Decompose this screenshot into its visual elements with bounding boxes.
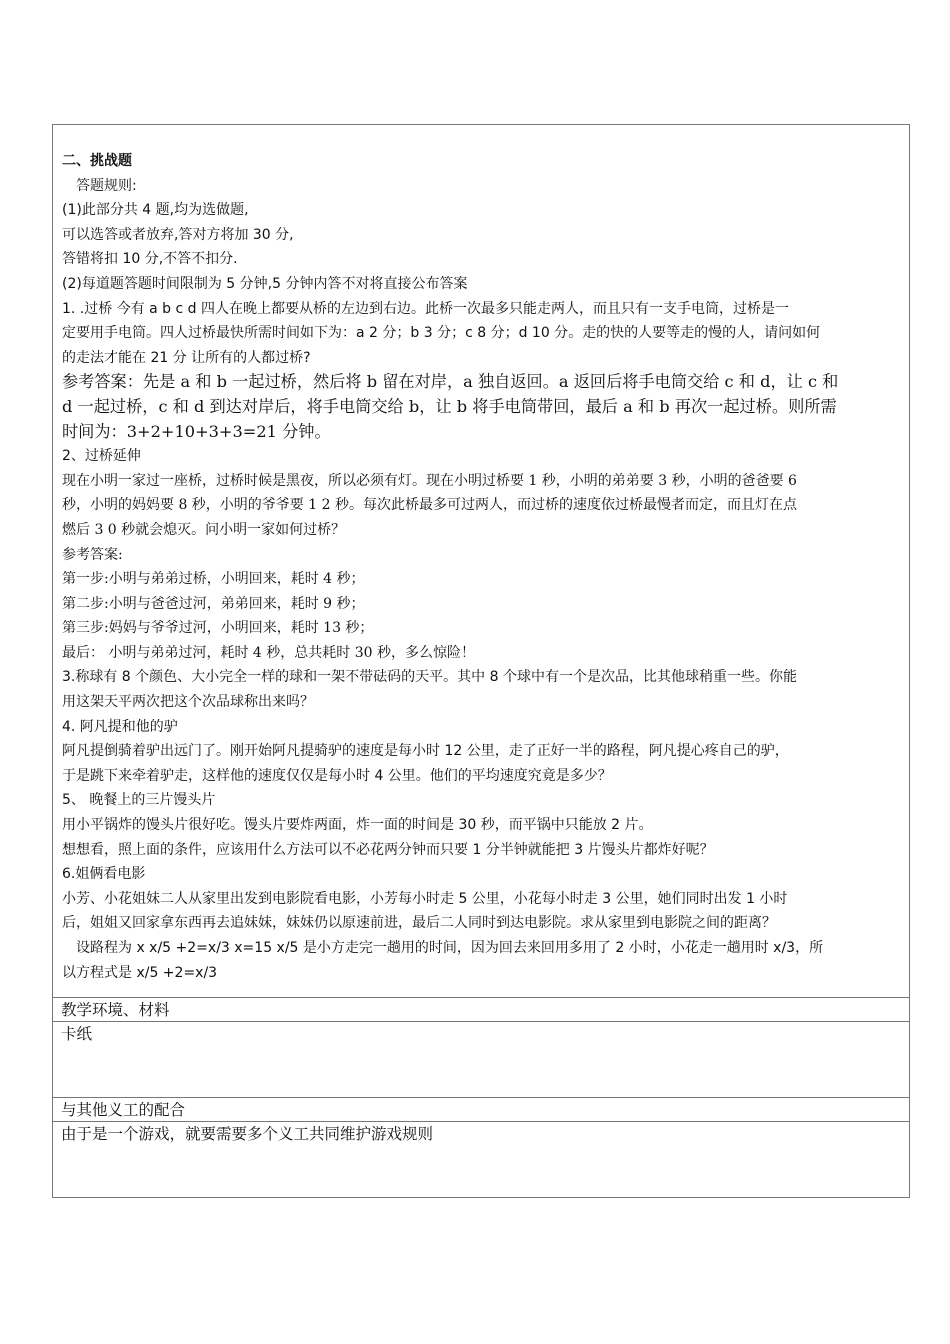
answer-1-line: 时间为：3+2+10+3+3=21 分钟。: [62, 421, 331, 441]
answer-2-heading: 参考答案:: [62, 546, 123, 563]
question-2-line: 燃后 3 0 秒就会熄灭。问小明一家如何过桥？: [62, 521, 346, 538]
answer-2-step: 第二步:小明与爸爸过河，弟弟回来，耗时 9 秒；: [62, 595, 365, 612]
rules-heading: 答题规则:: [76, 177, 137, 194]
answer-1-line: d 一起过桥，c 和 d 到达对岸后，将手电筒交给 b，让 b 将手电筒带回，最后 a 和 b 再次一起过桥。则所需: [62, 396, 837, 416]
environment-heading: 教学环境、材料: [61, 1001, 170, 1019]
rule-line: 可以选答或者放弃,答对方将加 30 分,: [62, 226, 294, 243]
answer-2-step: 第一步:小明与弟弟过桥，小明回来，耗时 4 秒；: [62, 571, 365, 588]
question-4-line: 阿凡提倒骑着驴出远门了。刚开始阿凡提骑驴的速度是每小时 12 公里，走了正好一半的路程，阿凡提心疼自己的驴，: [62, 743, 789, 760]
question-1-line: 定要用手电筒。四人过桥最快所需时间如下为：a 2 分；b 3 分；c 8 分；d 10 分。走的快的人要等走的慢的人，请问如何: [62, 325, 821, 342]
question-6-line: 小芳、小花姐妹二人从家里出发到电影院看电影，小芳每小时走 5 公里，小花每小时走 3 公里，她们同时出发 1 小时: [62, 890, 788, 907]
lesson-table: [52, 124, 910, 1198]
answer-6-line: 以方程式是 x/5 +2=x/3: [62, 964, 218, 981]
environment-value-row: [53, 1021, 909, 1098]
question-1-line: 1. .过桥 今有 a b c d 四人在晚上都要从桥的左边到右边。此桥一次最多只能走两人，而且只有一支手电筒，过桥是一: [62, 300, 790, 317]
question-5-title: 5、 晚餐上的三片馒头片: [62, 792, 216, 809]
rule-line: 答错将扣 10 分,不答不扣分.: [62, 251, 238, 268]
question-3-line: 3.称球有 8 个颜色、大小完全一样的球和一架不带砝码的天平。其中 8 个球中有一个是次品，比其他球稍重一些。你能: [62, 669, 797, 686]
question-6-title: 6.姐俩看电影: [62, 866, 146, 883]
question-5-line: 用小平锅炸的馒头片很好吃。馒头片要炸两面，炸一面的时间是 30 秒，而平锅中只能放 2 片。: [62, 817, 653, 834]
environment-heading-row: [53, 997, 909, 1022]
cooperation-heading-row: [53, 1097, 909, 1122]
rule-line: (1)此部分共 4 题,均为选做题,: [62, 202, 249, 219]
cooperation-heading: 与其他义工的配合: [61, 1101, 186, 1119]
question-4-title: 4. 阿凡提和他的驴: [62, 718, 178, 735]
question-2-line: 秒，小明的妈妈要 8 秒，小明的爷爷要 1 2 秒。每次此桥最多可过两人，而过桥的速度依过桥最慢者而定，而且灯在点: [62, 497, 797, 514]
challenge-section: [53, 125, 911, 985]
question-1-line: 的走法才能在 21 分 让所有的人都过桥?: [62, 349, 311, 366]
answer-2-step: 第三步:妈妈与爷爷过河，小明回来，耗时 13 秒；: [62, 620, 374, 637]
question-3-line: 用这架天平两次把这个次品球称出来吗？: [62, 694, 314, 711]
question-5-line: 想想看，照上面的条件，应该用什么方法可以不必花两分钟而只要 1 分半钟就能把 3 片馒头片都炸好呢？: [62, 841, 714, 858]
rule-line: (2)每道题答题时间限制为 5 分钟,5 分钟内答不对将直接公布答案: [62, 275, 468, 292]
question-2-line: 现在小明一家过一座桥，过桥时候是黑夜，所以必须有灯。现在小明过桥要 1 秒，小明的弟弟要 3 秒，小明的爸爸要 6: [62, 472, 797, 489]
cooperation-value-row: [53, 1121, 909, 1198]
question-4-line: 于是跳下来牵着驴走，这样他的速度仅仅是每小时 4 公里。他们的平均速度究竟是多少？: [62, 767, 612, 784]
cooperation-value: 由于是一个游戏，就要需要多个义工共同维护游戏规则: [61, 1125, 434, 1143]
question-6-line: 后，姐姐又回家拿东西再去追妹妹，妹妹仍以原速前进，最后二人同时到达电影院。求从家里到电影院之间的距离？: [62, 915, 776, 932]
environment-value: 卡纸: [61, 1025, 93, 1043]
answer-2-step: 最后： 小明与弟弟过河，耗时 4 秒，总共耗时 30 秒，多么惊险！: [62, 644, 475, 661]
challenge-title: 二、挑战题: [62, 153, 132, 169]
answer-6-line: 设路程为 x x/5 +2=x/3 x=15 x/5 是小方走完一趟用的时间，因为回去来回用多用了 2 小时，小花走一趟用时 x/3，所: [76, 940, 824, 956]
answer-1-line: 参考答案：先是 a 和 b 一起过桥，然后将 b 留在对岸，a 独自返回。a 返回后将手电筒交给 c 和 d，让 c 和: [62, 372, 839, 392]
question-2-title: 2、过桥延伸: [62, 448, 141, 465]
